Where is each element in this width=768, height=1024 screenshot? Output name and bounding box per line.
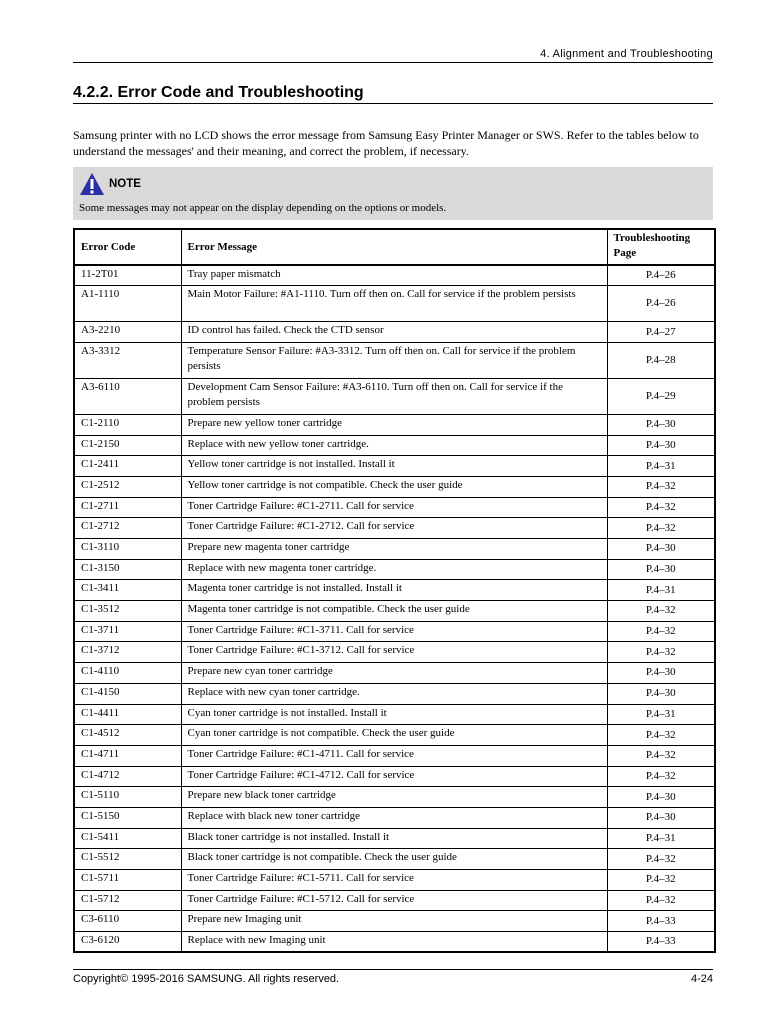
troubleshooting-page-cell: P.4–32 (607, 642, 715, 663)
error-message-cell: Replace with new cyan toner cartridge. (181, 683, 607, 704)
error-code-cell: C1-2712 (74, 518, 181, 539)
error-message-cell: Magenta toner cartridge is not compatible. Check the user guide (181, 601, 607, 622)
troubleshooting-page-cell: P.4–32 (607, 518, 715, 539)
error-code-cell: C1-4110 (74, 663, 181, 684)
troubleshooting-page-cell: P.4–30 (607, 559, 715, 580)
error-code-cell: C3-6120 (74, 932, 181, 953)
section-title: 4.2.2. Error Code and Troubleshooting (73, 84, 364, 101)
troubleshooting-page-cell: P.4–30 (607, 683, 715, 704)
error-code-cell: A3-6110 (74, 378, 181, 414)
error-code-cell: A3-2210 (74, 322, 181, 343)
table-row (74, 497, 715, 518)
error-message-cell: Magenta toner cartridge is not installed. Install it (181, 580, 607, 601)
troubleshooting-page-cell: P.4–30 (607, 807, 715, 828)
error-message-cell: Prepare new Imaging unit (181, 911, 607, 932)
error-code-cell: C1-2150 (74, 435, 181, 456)
error-message-cell: Toner Cartridge Failure: #C1-4712. Call for service (181, 766, 607, 787)
table-header-row (74, 229, 715, 265)
error-message-cell: ID control has failed. Check the CTD sensor (181, 322, 607, 343)
table-row (74, 518, 715, 539)
error-code-cell: C1-3110 (74, 539, 181, 560)
error-message-cell: Cyan toner cartridge is not installed. Install it (181, 704, 607, 725)
warning-triangle-icon (79, 172, 105, 196)
error-message-cell: Prepare new magenta toner cartridge (181, 539, 607, 560)
error-code-cell: C1-3411 (74, 580, 181, 601)
troubleshooting-page-cell: P.4–31 (607, 828, 715, 849)
troubleshooting-page-cell: P.4–32 (607, 766, 715, 787)
table-row (74, 621, 715, 642)
note-box (73, 167, 713, 220)
table-body (74, 265, 715, 952)
table-row (74, 704, 715, 725)
troubleshooting-page-cell: P.4–32 (607, 745, 715, 766)
table-row (74, 890, 715, 911)
table-row (74, 642, 715, 663)
error-code-cell: C1-4411 (74, 704, 181, 725)
troubleshooting-page-cell: P.4–32 (607, 725, 715, 746)
page-number: 4-24 (690, 973, 713, 985)
error-message-cell: Development Cam Sensor Failure: #A3-6110. Turn off then on. Call for service if the problem persists (181, 378, 607, 414)
table-row (74, 911, 715, 932)
table-row (74, 766, 715, 787)
table-row (74, 663, 715, 684)
troubleshooting-page-cell: P.4–30 (607, 435, 715, 456)
error-code-cell: C1-2411 (74, 456, 181, 477)
table-row (74, 828, 715, 849)
error-message-cell: Toner Cartridge Failure: #C1-2712. Call for service (181, 518, 607, 539)
error-message-cell: Prepare new cyan toner cartridge (181, 663, 607, 684)
error-code-cell: C3-6110 (74, 911, 181, 932)
troubleshooting-page-cell: P.4–32 (607, 601, 715, 622)
troubleshooting-page-cell: P.4–32 (607, 621, 715, 642)
table-row (74, 435, 715, 456)
error-code-cell: A3-3312 (74, 342, 181, 378)
error-code-cell: C1-2110 (74, 414, 181, 435)
error-code-cell: C1-3512 (74, 601, 181, 622)
error-code-cell: C1-4711 (74, 745, 181, 766)
table-row (74, 601, 715, 622)
intro-paragraph: Samsung printer with no LCD shows the error message from Samsung Easy Printer Manager or SWS. Refer to the tables below to understand the messages' and their meaning, and correct the problem, if necessary. (73, 128, 699, 158)
error-message-cell: Replace with new Imaging unit (181, 932, 607, 953)
table-row (74, 849, 715, 870)
footer-divider (73, 969, 713, 970)
table-row (74, 683, 715, 704)
column-header-troubleshooting-page: Troubleshooting Page (607, 229, 715, 265)
error-message-cell: Replace with new magenta toner cartridge. (181, 559, 607, 580)
table-row (74, 476, 715, 497)
error-code-cell: C1-5712 (74, 890, 181, 911)
error-message-cell: Replace with black new toner cartridge (181, 807, 607, 828)
troubleshooting-page-cell: P.4–32 (607, 890, 715, 911)
error-code-cell: C1-5512 (74, 849, 181, 870)
troubleshooting-page-cell: P.4–32 (607, 497, 715, 518)
table-row (74, 745, 715, 766)
error-code-table (73, 228, 716, 953)
troubleshooting-page-cell: P.4–26 (607, 286, 715, 322)
error-code-cell: C1-2512 (74, 476, 181, 497)
chapter-title: 4. Alignment and Troubleshooting (540, 48, 713, 60)
table-row (74, 559, 715, 580)
error-message-cell: Toner Cartridge Failure: #C1-3711. Call for service (181, 621, 607, 642)
troubleshooting-page-cell: P.4–32 (607, 476, 715, 497)
troubleshooting-page-cell: P.4–29 (607, 378, 715, 414)
error-code-cell: C1-5110 (74, 787, 181, 808)
error-message-cell: Tray paper mismatch (181, 265, 607, 286)
troubleshooting-page-cell: P.4–28 (607, 342, 715, 378)
copyright-text: Copyright© 1995-2016 SAMSUNG. All rights reserved. (73, 973, 340, 985)
error-message-cell: Black toner cartridge is not installed. Install it (181, 828, 607, 849)
error-message-cell: Toner Cartridge Failure: #C1-5712. Call for service (181, 890, 607, 911)
table-row (74, 378, 715, 414)
troubleshooting-page-cell: P.4–31 (607, 456, 715, 477)
table-row (74, 787, 715, 808)
column-header-error-message: Error Message (181, 229, 607, 265)
note-text: Some messages may not appear on the display depending on the options or models. (79, 202, 447, 214)
table-row (74, 265, 715, 286)
error-code-cell: C1-4712 (74, 766, 181, 787)
error-code-cell: A1-1110 (74, 286, 181, 322)
error-message-cell: Replace with new yellow toner cartridge. (181, 435, 607, 456)
error-code-cell: C1-3711 (74, 621, 181, 642)
error-code-cell: C1-5150 (74, 807, 181, 828)
column-header-error-code: Error Code (74, 229, 181, 265)
table-row (74, 932, 715, 953)
table-row (74, 870, 715, 891)
error-message-cell: Temperature Sensor Failure: #A3-3312. Turn off then on. Call for service if the problem persists (181, 342, 607, 378)
table-row (74, 342, 715, 378)
troubleshooting-page-cell: P.4–33 (607, 911, 715, 932)
troubleshooting-page-cell: P.4–30 (607, 663, 715, 684)
error-message-cell: Prepare new black toner cartridge (181, 787, 607, 808)
troubleshooting-page-cell: P.4–32 (607, 870, 715, 891)
troubleshooting-page-cell: P.4–31 (607, 580, 715, 601)
note-label: NOTE (109, 178, 141, 190)
error-code-cell: C1-2711 (74, 497, 181, 518)
error-code-cell: C1-4150 (74, 683, 181, 704)
troubleshooting-page-cell: P.4–30 (607, 539, 715, 560)
header-divider (73, 62, 713, 63)
table-row (74, 414, 715, 435)
error-code-cell: C1-3150 (74, 559, 181, 580)
error-code-cell: C1-5711 (74, 870, 181, 891)
error-code-cell: 11-2T01 (74, 265, 181, 286)
title-divider (73, 103, 713, 104)
table-row (74, 807, 715, 828)
error-message-cell: Cyan toner cartridge is not compatible. Check the user guide (181, 725, 607, 746)
troubleshooting-page-cell: P.4–33 (607, 932, 715, 953)
error-code-cell: C1-3712 (74, 642, 181, 663)
troubleshooting-page-cell: P.4–31 (607, 704, 715, 725)
error-message-cell: Toner Cartridge Failure: #C1-3712. Call for service (181, 642, 607, 663)
error-code-cell: C1-4512 (74, 725, 181, 746)
error-message-cell: Toner Cartridge Failure: #C1-5711. Call for service (181, 870, 607, 891)
table-row (74, 725, 715, 746)
error-code-cell: C1-5411 (74, 828, 181, 849)
error-message-cell: Main Motor Failure: #A1-1110. Turn off then on. Call for service if the problem persists (181, 286, 607, 322)
table-row (74, 456, 715, 477)
troubleshooting-page-cell: P.4–26 (607, 265, 715, 286)
error-message-cell: Toner Cartridge Failure: #C1-2711. Call for service (181, 497, 607, 518)
table-row (74, 539, 715, 560)
troubleshooting-page-cell: P.4–30 (607, 414, 715, 435)
error-message-cell: Toner Cartridge Failure: #C1-4711. Call for service (181, 745, 607, 766)
table-row (74, 322, 715, 343)
error-message-cell: Black toner cartridge is not compatible. Check the user guide (181, 849, 607, 870)
error-message-cell: Prepare new yellow toner cartridge (181, 414, 607, 435)
error-message-cell: Yellow toner cartridge is not compatible. Check the user guide (181, 476, 607, 497)
table-row (74, 580, 715, 601)
table-row (74, 286, 715, 322)
troubleshooting-page-cell: P.4–32 (607, 849, 715, 870)
error-message-cell: Yellow toner cartridge is not installed. Install it (181, 456, 607, 477)
troubleshooting-page-cell: P.4–27 (607, 322, 715, 343)
troubleshooting-page-cell: P.4–30 (607, 787, 715, 808)
